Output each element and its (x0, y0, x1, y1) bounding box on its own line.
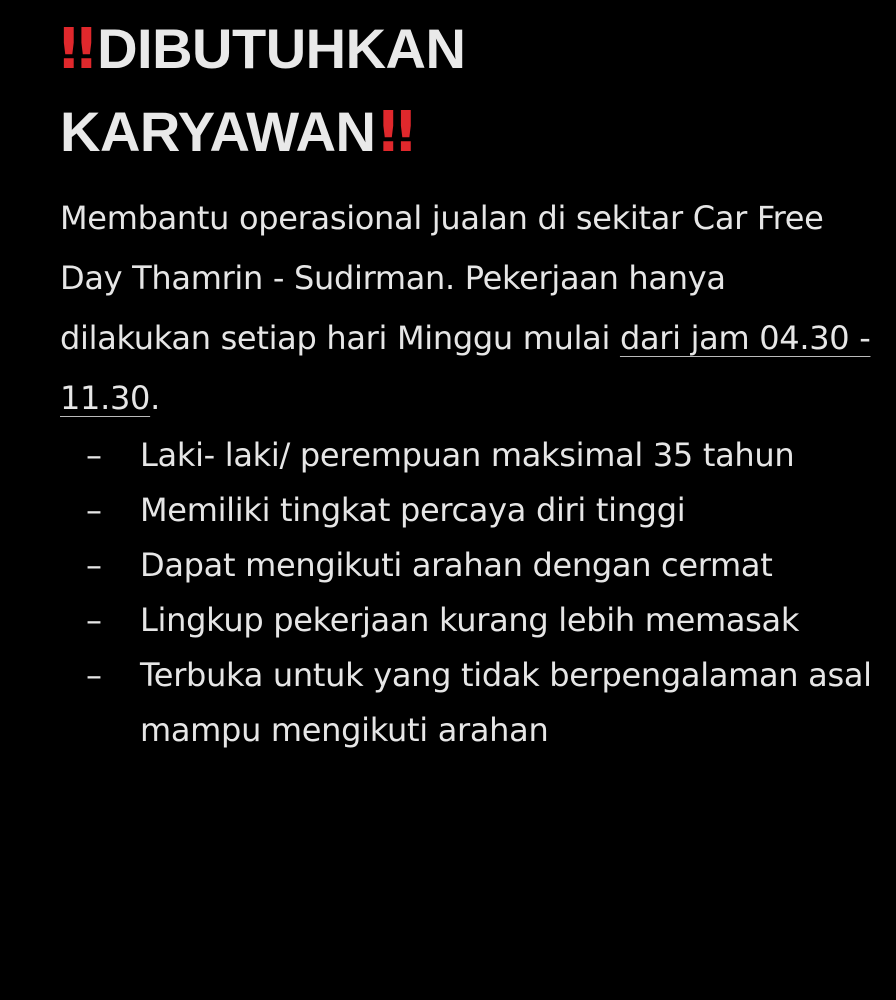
list-item (60, 538, 880, 593)
list-item (60, 593, 880, 648)
job-post (60, 8, 880, 758)
requirement-text: Dapat mengikuti arahan dengan cermat (140, 546, 773, 584)
working-hours: dari jam 04.30 - 11.30 (60, 319, 871, 417)
dash-bullet: – (86, 546, 102, 584)
dash-bullet: – (86, 601, 102, 639)
list-item (60, 648, 880, 758)
requirement-text: Lingkup pekerjaan kurang lebih memasak (140, 601, 800, 639)
description-end: . (150, 379, 160, 417)
title-line-2 (60, 91, 880, 174)
title-text-2: KARYAWAN (60, 100, 376, 163)
requirement-text: Memiliki tingkat percaya diri tinggi (140, 491, 686, 529)
dash-bullet: – (86, 491, 102, 529)
requirement-text: Terbuka untuk yang tidak berpengalaman asal mampu mengikuti arahan (140, 656, 872, 749)
job-description (60, 188, 880, 428)
description-text: Membantu operasional jualan di sekitar Car Free Day Thamrin - Sudirman. Pekerjaan hanya dilakukan setiap hari Minggu mulai (60, 199, 824, 357)
requirement-text: Laki- laki/ perempuan maksimal 35 tahun (140, 436, 795, 474)
double-exclamation-icon: ‼ (379, 100, 409, 165)
double-exclamation-icon: ‼ (60, 17, 90, 82)
dash-bullet: – (86, 656, 102, 694)
page-title (60, 8, 880, 174)
dash-bullet: – (86, 436, 102, 474)
title-line-1 (60, 8, 880, 91)
title-text-1: DIBUTUHKAN (97, 17, 466, 80)
list-item (60, 483, 880, 538)
requirements-list (60, 428, 880, 758)
list-item (60, 428, 880, 483)
